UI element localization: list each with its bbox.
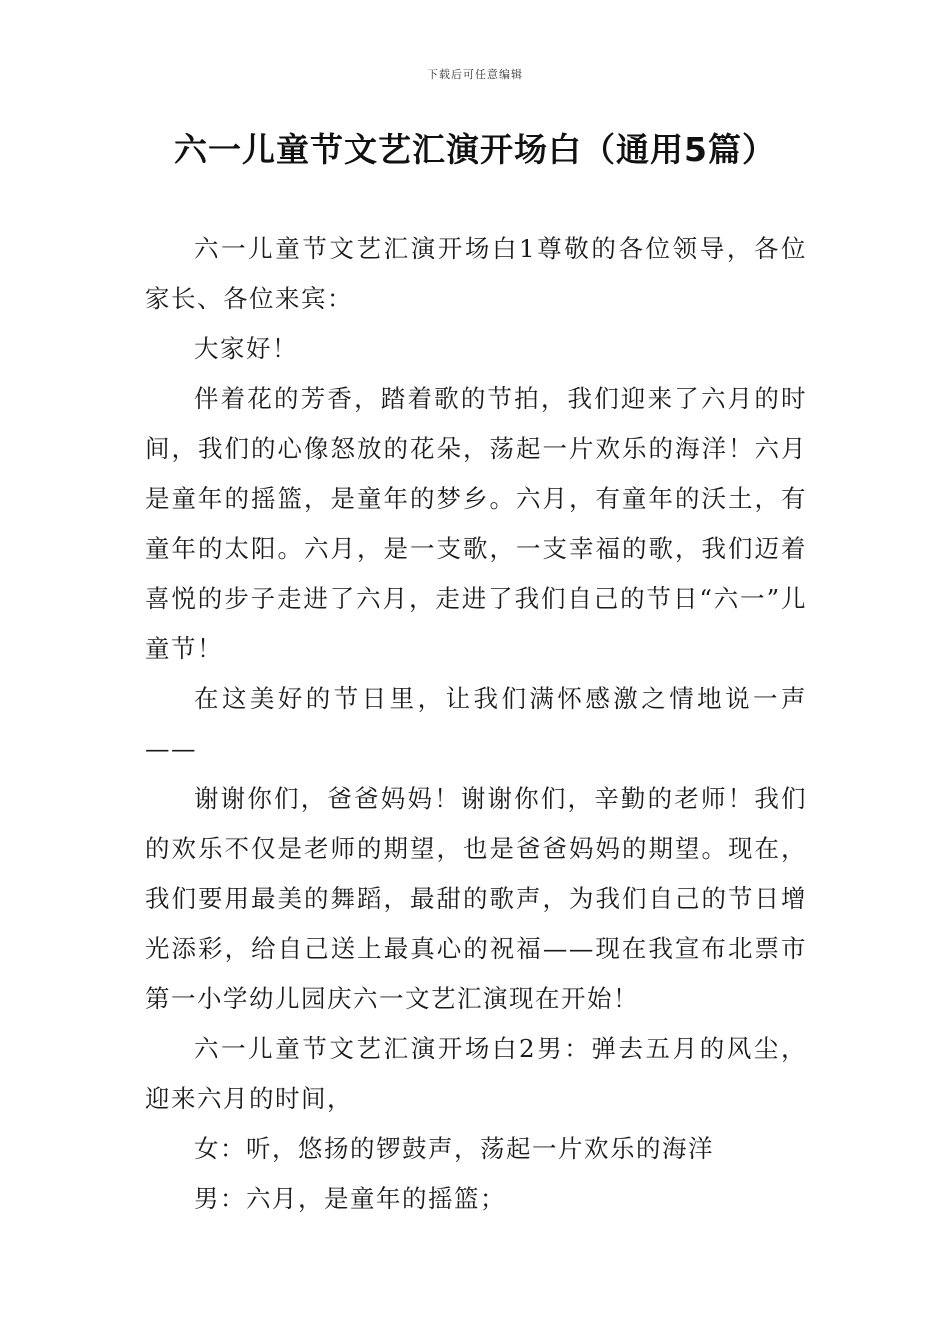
paragraph: 伴着花的芳香，踏着歌的节拍，我们迎来了六月的时间，我们的心像怒放的花朵，荡起一片欢乐的海洋！六月是童年的摇篮，是童年的梦乡。六月，有童年的沃土，有童年的太阳。六月，是一支歌，一支幸福的歌，我们迈着喜悦的步子走进了六月，走进了我们自己的节日“六一”儿童节！ — [145, 384, 807, 663]
paragraph: 女：听，悠扬的锣鼓声，荡起一片欢乐的海洋 — [194, 1134, 714, 1163]
document-title: 六一儿童节文艺汇演开场白（通用5篇） — [174, 130, 776, 169]
paragraph: 六一儿童节文艺汇演开场白2男：弹去五月的风尘，迎来六月的时间， — [145, 1034, 807, 1113]
paragraph: 男：六月，是童年的摇篮； — [194, 1184, 506, 1213]
document-body — [145, 224, 807, 1224]
paragraph: 谢谢你们，爸爸妈妈！谢谢你们，辛勤的老师！我们的欢乐不仅是老师的期望，也是爸爸妈妈的期望。现在，我们要用最美的舞蹈，最甜的歌声，为我们自己的节日增光添彩，给自己送上最真心的祝福——现在我宣布北票市第一小学幼儿园庆六一文艺汇演现在开始！ — [145, 784, 807, 1013]
header-note: 下载后可任意编辑 — [427, 68, 523, 81]
paragraph: 六一儿童节文艺汇演开场白1尊敬的各位领导，各位家长、各位来宾： — [145, 234, 807, 313]
paragraph: 在这美好的节日里，让我们满怀感激之情地说一声—— — [145, 684, 807, 763]
paragraph: 大家好！ — [194, 334, 298, 363]
